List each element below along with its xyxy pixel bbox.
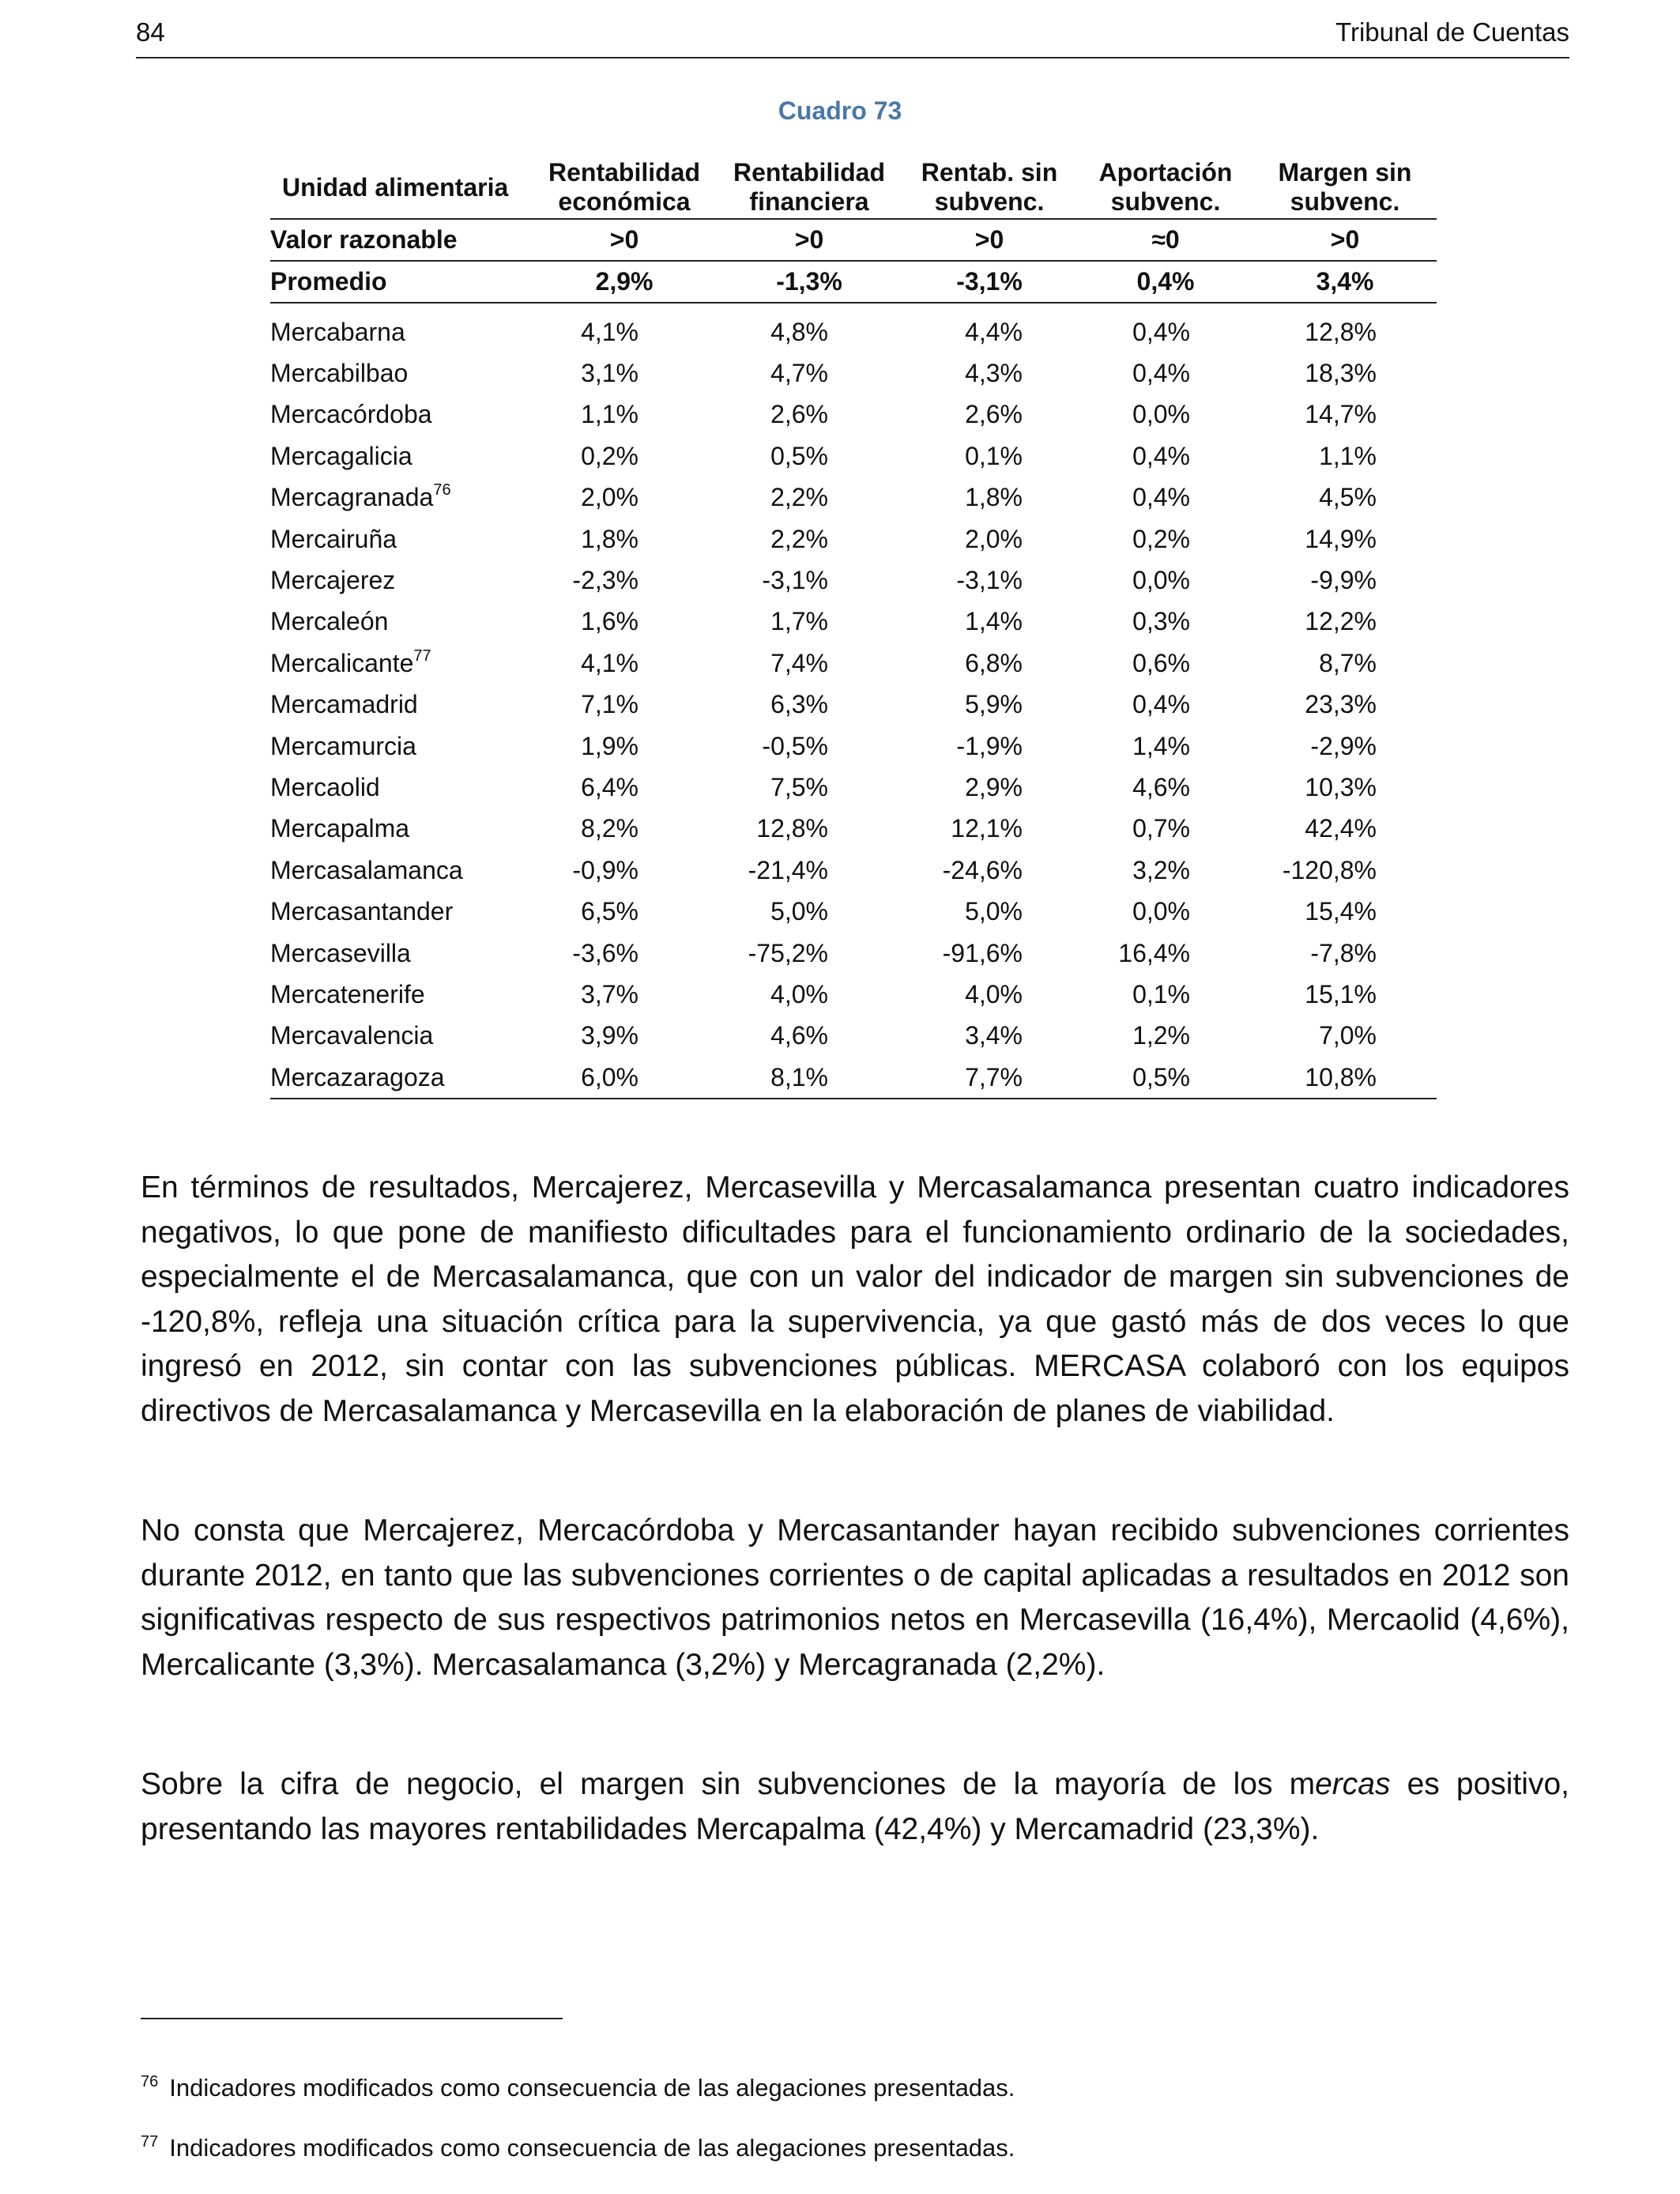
table-cell: 8,7% bbox=[1319, 648, 1377, 677]
table-row bbox=[270, 311, 1437, 352]
table-cell: 2,9% bbox=[965, 772, 1023, 801]
table-cell: 2,6% bbox=[770, 400, 828, 429]
table-cell: 1,8% bbox=[581, 524, 638, 553]
row-label bbox=[270, 684, 531, 726]
paragraph-italic-text: ercas bbox=[1315, 1767, 1391, 1801]
unit-name: Mercapalma bbox=[270, 814, 410, 843]
table-cell: 4,0% bbox=[965, 979, 1023, 1008]
footnote-77 bbox=[141, 2134, 1015, 2162]
table-row bbox=[270, 560, 1437, 601]
column-header-rentabilidad-financiera bbox=[718, 152, 901, 219]
table-cell: -1,9% bbox=[956, 731, 1023, 760]
table-cell: -1,3% bbox=[718, 261, 901, 303]
page-number: 84 bbox=[136, 17, 165, 47]
table-cell: >0 bbox=[718, 219, 901, 261]
footnote-76 bbox=[141, 2074, 1015, 2102]
row-label: Promedio bbox=[270, 261, 531, 303]
table-row bbox=[270, 1057, 1437, 1099]
table-cell: 0,5% bbox=[770, 441, 828, 470]
table-cell: 0,0% bbox=[1132, 400, 1190, 429]
unit-name: Mercajerez bbox=[270, 566, 396, 595]
column-header-text: Aportación bbox=[1098, 158, 1233, 187]
column-header-text: subvenc. bbox=[934, 187, 1045, 216]
table-cell: 6,3% bbox=[770, 690, 828, 719]
table-cell: 0,2% bbox=[1132, 524, 1190, 553]
table-cell: 4,4% bbox=[965, 317, 1023, 346]
paragraph-cifra-negocio bbox=[141, 1762, 1569, 1852]
footnote-mark: 77 bbox=[141, 2133, 159, 2151]
table-cell: 0,4% bbox=[1078, 261, 1253, 303]
column-header-text: Rentab. sin bbox=[921, 158, 1058, 187]
table-cell: 0,0% bbox=[1132, 566, 1190, 595]
table-spacer-cell bbox=[270, 303, 1437, 311]
table-cell: -7,8% bbox=[1310, 938, 1377, 967]
table-cell: 1,4% bbox=[1132, 731, 1190, 760]
table-row bbox=[270, 684, 1437, 726]
table-cell: 3,1% bbox=[581, 359, 638, 388]
table-cell: -3,6% bbox=[572, 938, 638, 967]
column-header-text: Rentabilidad bbox=[733, 158, 885, 187]
table-cell: -120,8% bbox=[1282, 855, 1377, 884]
footnote-text: Indicadores modificados como consecuencia de las alegaciones presentadas. bbox=[169, 2134, 1015, 2162]
table-cell: 4,8% bbox=[770, 317, 828, 346]
table-row bbox=[270, 518, 1437, 560]
indicators-table bbox=[270, 152, 1437, 1099]
table-cell: >0 bbox=[531, 219, 718, 261]
table-cell: 0,0% bbox=[1132, 897, 1190, 926]
table-row bbox=[270, 809, 1437, 850]
table-row bbox=[270, 643, 1437, 684]
row-label bbox=[270, 311, 531, 352]
table-cell: 7,1% bbox=[581, 690, 638, 719]
row-label bbox=[270, 891, 531, 932]
row-label bbox=[270, 560, 531, 601]
table-cell: 2,9% bbox=[531, 261, 718, 303]
unit-name: Mercasantander bbox=[270, 897, 454, 926]
unit-name: Mercacórdoba bbox=[270, 400, 432, 429]
table-cell: 42,4% bbox=[1305, 814, 1377, 843]
table-cell: 14,9% bbox=[1305, 524, 1377, 553]
column-header-rentabilidad-economica bbox=[531, 152, 718, 219]
table-cell: 1,1% bbox=[581, 400, 638, 429]
row-label bbox=[270, 518, 531, 560]
table-row bbox=[270, 891, 1437, 932]
running-title: Tribunal de Cuentas bbox=[1335, 17, 1569, 47]
table-cell: 0,7% bbox=[1132, 814, 1190, 843]
table-cell: 0,4% bbox=[1132, 359, 1190, 388]
table-cell: 0,4% bbox=[1132, 483, 1190, 512]
table-cell: 3,9% bbox=[581, 1021, 638, 1050]
unit-name: Mercazaragoza bbox=[270, 1062, 445, 1091]
table-cell: 3,2% bbox=[1132, 855, 1190, 884]
table-cell: 4,1% bbox=[581, 317, 638, 346]
table-cell: 0,5% bbox=[1078, 1057, 1253, 1099]
table-cell: -3,1% bbox=[956, 566, 1023, 595]
table-cell: >0 bbox=[901, 219, 1078, 261]
table-caption: Cuadro 73 bbox=[778, 96, 902, 125]
column-header-aportacion-subvenc bbox=[1078, 152, 1253, 219]
table-cell: 1,4% bbox=[965, 607, 1023, 636]
table-cell: 0,4% bbox=[1132, 690, 1190, 719]
table-row bbox=[270, 601, 1437, 643]
table-cell: 6,0% bbox=[531, 1057, 718, 1099]
row-label bbox=[270, 850, 531, 891]
table-cell: 2,6% bbox=[965, 400, 1023, 429]
row-label bbox=[270, 394, 531, 435]
column-header-rentab-sin-subvenc bbox=[901, 152, 1078, 219]
table-cell: -24,6% bbox=[942, 855, 1023, 884]
table-cell: 4,7% bbox=[770, 359, 828, 388]
table-cell: 1,7% bbox=[770, 607, 828, 636]
table-row bbox=[270, 352, 1437, 394]
table-cell: 0,1% bbox=[965, 441, 1023, 470]
table-cell: 1,8% bbox=[965, 483, 1023, 512]
table-cell: 4,6% bbox=[1132, 772, 1190, 801]
table-cell: 4,6% bbox=[770, 1021, 828, 1050]
table-cell: -3,1% bbox=[901, 261, 1078, 303]
paragraph-text: Sobre la cifra de negocio, el margen sin subvenciones de la mayoría de los m bbox=[141, 1767, 1316, 1801]
table-cell: ≈0 bbox=[1078, 219, 1253, 261]
column-header-text: subvenc. bbox=[1290, 187, 1400, 216]
table-cell: >0 bbox=[1253, 219, 1437, 261]
table-cell: -0,9% bbox=[572, 855, 638, 884]
unit-name: Mercabilbao bbox=[270, 359, 409, 388]
row-label bbox=[270, 1016, 531, 1057]
page-header bbox=[136, 13, 1569, 58]
table-cell: 16,4% bbox=[1118, 938, 1190, 967]
table-cell: 12,2% bbox=[1305, 607, 1377, 636]
row-label bbox=[270, 767, 531, 808]
table-cell: 12,8% bbox=[756, 814, 828, 843]
footnote-mark: 76 bbox=[141, 2073, 159, 2090]
row-label bbox=[270, 352, 531, 394]
table-cell: 8,2% bbox=[581, 814, 638, 843]
table-cell: 2,2% bbox=[770, 483, 828, 512]
table-cell: 10,3% bbox=[1305, 772, 1377, 801]
table-spacer bbox=[270, 303, 1437, 311]
row-label bbox=[270, 809, 531, 850]
column-header-text: Unidad alimentaria bbox=[282, 172, 509, 202]
table-row bbox=[270, 394, 1437, 435]
column-header-unidad bbox=[270, 152, 531, 219]
table-cell: -2,3% bbox=[572, 566, 638, 595]
table-cell: 1,2% bbox=[1132, 1021, 1190, 1050]
unit-name: Mercagranada bbox=[270, 483, 434, 512]
table-cell: -9,9% bbox=[1310, 566, 1377, 595]
row-label bbox=[270, 974, 531, 1015]
unit-name: Mercatenerife bbox=[270, 979, 425, 1008]
row-label bbox=[270, 435, 531, 477]
unit-name: Mercasevilla bbox=[270, 938, 411, 967]
paragraph-resultados: En términos de resultados, Mercajerez, Mercasevilla y Mercasalamanca presentan cuatro indicadores negativos, lo que pone de manifiesto dificultades para el funcionamiento ordinario de la sociedades, especialmente el de Mercasalamanca, que con un valor del indicador de margen sin subvenciones de -120,8%, refleja una situación crítica para la supervivencia, ya que gastó más de dos veces lo que ingresó en 2012, sin contar con las subvenciones públicas. MERCASA colaboró con los equipos directivos de Mercasalamanca y Mercasevilla en la elaboración de planes de viabilidad. bbox=[141, 1171, 1569, 1428]
table-cell: 7,4% bbox=[770, 648, 828, 677]
unit-name: Mercaleón bbox=[270, 607, 389, 636]
column-header-text: financiera bbox=[749, 187, 869, 216]
table-cell: 1,6% bbox=[581, 607, 638, 636]
table-cell: 1,1% bbox=[1319, 441, 1377, 470]
table-row bbox=[270, 850, 1437, 891]
table-row bbox=[270, 726, 1437, 767]
table-cell: 2,0% bbox=[581, 483, 638, 512]
table-cell: 23,3% bbox=[1305, 690, 1377, 719]
table-cell: 2,0% bbox=[965, 524, 1023, 553]
table-cell: 7,0% bbox=[1319, 1021, 1377, 1050]
unit-name: Mercaolid bbox=[270, 772, 380, 801]
unit-name: Mercairuña bbox=[270, 524, 397, 553]
column-header-margen-sin-subvenc bbox=[1253, 152, 1437, 219]
unit-name: Mercalicante bbox=[270, 648, 414, 677]
unit-name: Mercamurcia bbox=[270, 731, 416, 760]
table-head bbox=[270, 152, 1437, 219]
table-row bbox=[270, 435, 1437, 477]
unit-name: Mercamadrid bbox=[270, 690, 418, 719]
table-cell: 0,6% bbox=[1132, 648, 1190, 677]
table-cell: 0,2% bbox=[581, 441, 638, 470]
table-row bbox=[270, 477, 1437, 518]
header-row bbox=[270, 152, 1437, 219]
table-cell: 6,5% bbox=[581, 897, 638, 926]
table-cell: -2,9% bbox=[1310, 731, 1377, 760]
table-cell: 0,4% bbox=[1132, 441, 1190, 470]
table-cell: 18,3% bbox=[1305, 359, 1377, 388]
row-label bbox=[270, 933, 531, 974]
table-cell: 2,2% bbox=[770, 524, 828, 553]
table-row bbox=[270, 767, 1437, 808]
table-cell: 5,9% bbox=[965, 690, 1023, 719]
table-cell: 7,7% bbox=[901, 1057, 1078, 1099]
footnote-separator bbox=[141, 2018, 563, 2019]
table-body bbox=[270, 219, 1437, 1099]
paragraph-subvenciones: No consta que Mercajerez, Mercacórdoba y Mercasantander hayan recibido subvenciones corrientes durante 2012, en tanto que las subvenciones corrientes o de capital aplicadas a resultados en 2012 son significativas respecto de sus respectivos patrimonios netos en Mercasevilla (16,4%), Mercaolid (4,6%), Mercalicante (3,3%). Mercasalamanca (3,2%) y Mercagranada (2,2%). bbox=[141, 1514, 1569, 1682]
column-header-text: Rentabilidad bbox=[548, 158, 700, 187]
table-cell: -75,2% bbox=[748, 938, 828, 967]
unit-name: Mercabarna bbox=[270, 317, 405, 346]
table-cell: 4,0% bbox=[770, 979, 828, 1008]
table-cell: -91,6% bbox=[942, 938, 1023, 967]
table-cell: -3,1% bbox=[762, 566, 828, 595]
table-cell: 5,0% bbox=[965, 897, 1023, 926]
table-row bbox=[270, 933, 1437, 974]
table-cell: 1,9% bbox=[581, 731, 638, 760]
table-cell: 0,3% bbox=[1132, 607, 1190, 636]
row-label bbox=[270, 1057, 531, 1099]
unit-name: Mercavalencia bbox=[270, 1021, 434, 1050]
table-cell: 8,1% bbox=[718, 1057, 901, 1099]
row-label bbox=[270, 643, 531, 684]
table-cell: -0,5% bbox=[762, 731, 828, 760]
table-cell: 15,1% bbox=[1305, 979, 1377, 1008]
table-cell: 3,7% bbox=[581, 979, 638, 1008]
table-cell: 14,7% bbox=[1305, 400, 1377, 429]
table-cell: 12,8% bbox=[1305, 317, 1377, 346]
row-valor-razonable bbox=[270, 219, 1437, 261]
table-cell: 3,4% bbox=[965, 1021, 1023, 1050]
row-label bbox=[270, 477, 531, 518]
table-cell: 6,8% bbox=[965, 648, 1023, 677]
table-cell: 15,4% bbox=[1305, 897, 1377, 926]
paragraph-text: es positivo, presentando las mayores rentabilidades Mercapalma (42,4%) y Mercamadrid (23,3%). bbox=[141, 1767, 1569, 1846]
table-cell: 12,1% bbox=[951, 814, 1023, 843]
table-cell: 0,4% bbox=[1132, 317, 1190, 346]
table-row bbox=[270, 1016, 1437, 1057]
table-cell: 10,8% bbox=[1253, 1057, 1437, 1099]
unit-name: Mercasalamanca bbox=[270, 855, 463, 884]
row-label: Valor razonable bbox=[270, 219, 531, 261]
table-cell: 5,0% bbox=[770, 897, 828, 926]
table-cell: 4,3% bbox=[965, 359, 1023, 388]
footnote-text: Indicadores modificados como consecuencia de las alegaciones presentadas. bbox=[169, 2074, 1015, 2102]
table-row bbox=[270, 974, 1437, 1015]
table-cell: 3,4% bbox=[1253, 261, 1437, 303]
row-label bbox=[270, 601, 531, 643]
row-label bbox=[270, 726, 531, 767]
footnote-reference: 76 bbox=[433, 481, 451, 499]
row-promedio bbox=[270, 261, 1437, 303]
column-header-text: Margen sin bbox=[1278, 158, 1412, 187]
table-cell: 0,1% bbox=[1132, 979, 1190, 1008]
table-cell: 7,5% bbox=[770, 772, 828, 801]
column-header-text: económica bbox=[558, 187, 691, 216]
table-cell: 4,1% bbox=[581, 648, 638, 677]
footnote-reference: 77 bbox=[413, 647, 431, 665]
table-cell: 4,5% bbox=[1319, 483, 1377, 512]
unit-name: Mercagalicia bbox=[270, 441, 412, 470]
table-cell: -21,4% bbox=[748, 855, 828, 884]
column-header-text: subvenc. bbox=[1110, 187, 1221, 216]
table-cell: 6,4% bbox=[581, 772, 638, 801]
